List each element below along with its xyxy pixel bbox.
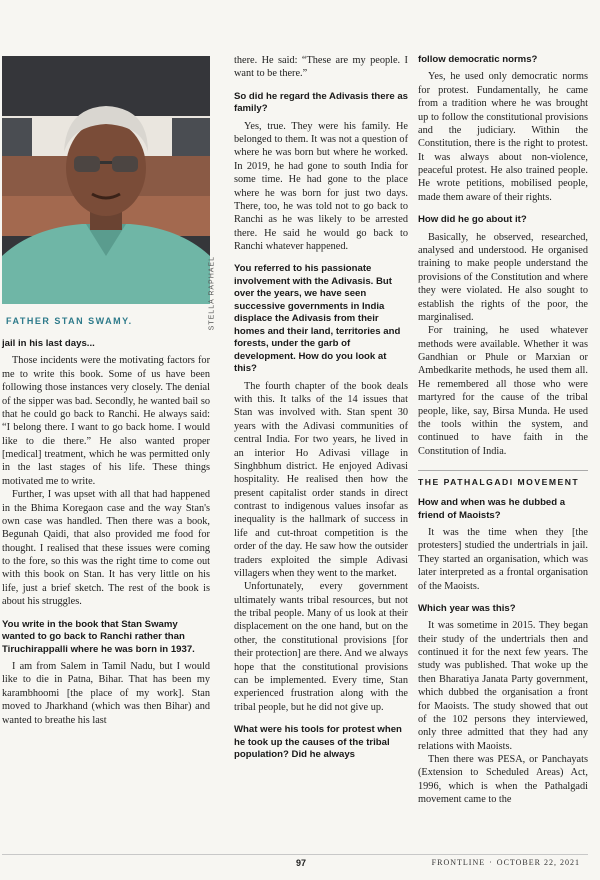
question: You write in the book that Stan Swamy wanted to go back to Ranchi rather than Tiruchirappalli where he was born in 1937. — [2, 618, 195, 655]
question: So did he regard the Adivasis there as family? — [234, 90, 408, 115]
paragraph: I am from Salem in Tamil Nadu, but I would like to die in Patna, Bihar. That has been my karambhoomi [the place of my work]. Stan moved to Jharkhand (which was then Bihar) and wanted to breathe his last — [2, 661, 210, 726]
paragraph: Basically, he observed, researched, analysed and understood. He organised training to make people understand the provisions of the Constitution and where they were violated. He also sought to establish the rights of the poor, the marginalised. — [418, 231, 588, 323]
paragraph: For training, he used whatever methods were available. Whether it was Gandhian or Phule or Marxian or Ambedkarite methods, he used them all. He remembered all those who were martyred for the cause of the tribal people, like, say, Birsa Munda. He used the tools within the system, and continued to have faith in the Constitution of India. — [418, 325, 588, 457]
question: How did he go about it? — [418, 214, 527, 226]
separator: · — [489, 858, 493, 867]
paragraph: Unfortunately, every government ultimately wants tribal resources, but not the tribal people. Many of us look at their displacement on the one hand, but on the other, the constitutional provisions [for their protection] are there. And we always hope that the constitutional provisions can be implemented. Every time, Stan experienced frustration along with the tribal people, but he did not give up. — [234, 581, 408, 713]
paragraph: The fourth chapter of the book deals with this. It talks of the 14 issues that Stan was involved with. Stan spent 30 years with the Adivasi communities of central India. For two years, he lived in an interior Ho Adivasi village in Singhbhum district. He enjoyed Adivasi hospitality. He realised then how the present capitalist order stands in direct contrast to indigenous values insofar as inequality is the hallmark of success in life and cut-throat competition is the order of the day. He saw how the outsider traders exploited the simple Adivasi villagers when they went to the market. — [234, 380, 408, 579]
column-3 — [418, 54, 588, 807]
question: You referred to his passionate involvement with the Adivasis. But over the years, we have seen successive governments in India displace the Adivasis from their homes and their land, territories and forests, under the garb of development. How do you look at this? — [234, 263, 401, 375]
magazine-name: FRONTLINE — [431, 858, 486, 867]
paragraph: Yes, he used only democratic norms for protest. Fundamentally, he came from a tradition where he was brought up to follow the constitutional provisions and the judiciary. Within the Constitution, there is the right to protest. It was always about non-violence, peaceful protest. He also trained people. He wrote petitions, mobilised people, made them aware of their rights. — [418, 71, 588, 203]
issue-date: OCTOBER 22, 2021 — [496, 858, 580, 867]
question: How and when was he dubbed a friend of Maoists? — [418, 497, 566, 521]
section-heading: THE PATHALGADI MOVEMENT — [418, 470, 588, 487]
paragraph: Yes, true. They were his family. He belonged to them. It was not a question of where he was born but where he worked. In 2019, he had gone to south India for some time. He had gone to the place where he was born for just two days. There, too, he was told not to go back to Ranchi as he was likely to be arrested there. He said he would go back to Ranchi whatever happened. — [234, 120, 408, 253]
paragraph: Those incidents were the motivating factors for me to write this book. Some of us have been following those instances very closely. The denial of the sipper was bad. Secondly, he wanted bail so that he could go back to Ranchi. He always said: “I belong there. I want to go back home. I would like to die there.” He also wanted proper [medical] treatment, which he was permitted only in the last stages of his life. These things motivated me to write. — [2, 355, 210, 487]
paragraph: Then there was PESA, or Panchayats (Extension to Scheduled Areas) Act, 1996, which is when the Pathalgadi movement came to the — [418, 754, 588, 806]
footer-rule — [2, 854, 588, 855]
question: Which year was this? — [418, 602, 516, 614]
question: follow democratic norms? — [418, 54, 538, 65]
portrait-illustration — [2, 56, 210, 304]
column-2 — [234, 54, 408, 765]
paragraph: Further, I was upset with all that had happened in the Bhima Koregaon case and the way Stan's own case was handled. Then there was a book, Begunah Qaidi, that also provided me food for thought. I realised that these issues were coming to the fore, so this was the right time to come out with this book on Stan. It has very little on his life, just a brief sketch. The rest of the book is about his struggles. — [2, 489, 210, 608]
question: What were his tools for protest when he took up the causes of the tribal population? Did he always — [234, 724, 402, 760]
photo-credit: STELLA RAPHAEL — [208, 256, 215, 331]
page-number: 97 — [296, 858, 307, 868]
footer-masthead — [432, 858, 580, 867]
paragraph: there. He said: “These are my people. I want to be there.” — [234, 55, 408, 80]
photo-caption: FATHER STAN SWAMY. — [6, 316, 133, 326]
continued-heading: jail in his last days... — [2, 338, 95, 349]
column-1 — [2, 56, 215, 727]
paragraph: It was the time when they [the protesters] studied the undertrials in jail. They started an organisation, which was later interpreted as a frontal organisation of the Maoists. — [418, 527, 588, 592]
paragraph: It was sometime in 2015. They began their study of the undertrials then and continued it for the next few years. The study was published. That woke up the then Bharatiya Janata Party government, which dubbed the organisation a front for Maoists. The study showed that out of the 102 persons they interviewed, only three admitted that they had any relations with Maoists. — [418, 620, 588, 752]
